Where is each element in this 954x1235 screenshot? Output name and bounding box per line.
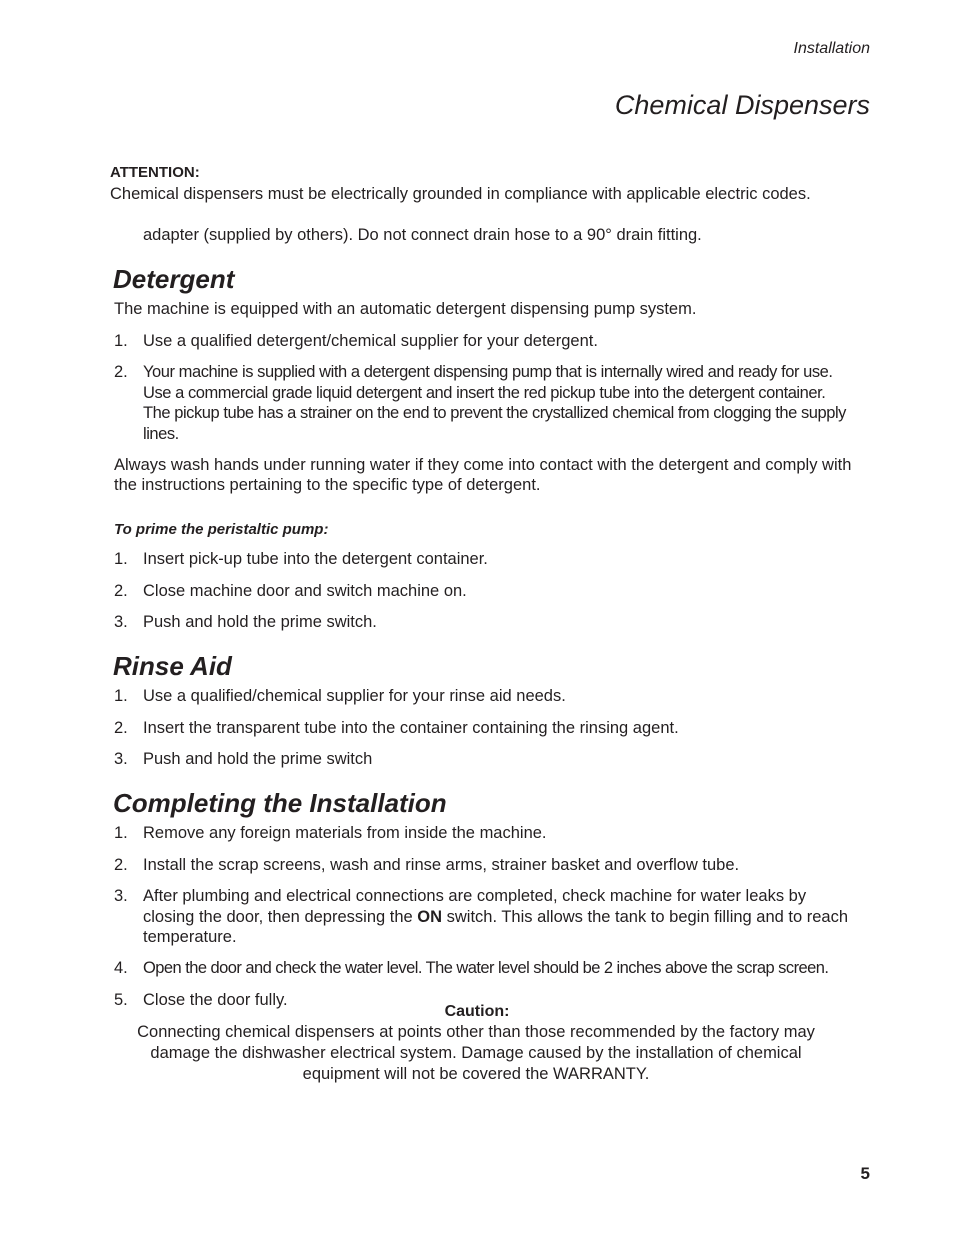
list-text-part: switch. This allows the tank to begin filling and to reach temperature.	[143, 907, 849, 946]
list-text: Insert pick-up tube into the detergent container.	[143, 550, 488, 568]
list-number: 1.	[114, 687, 128, 705]
caution-text: Connecting chemical dispensers at points other than those recommended by the factory may damage the dishwasher electrical system. Damage caused by the installation of chemical equipment will not be covered the WARRANTY.	[137, 1023, 815, 1083]
list-item	[114, 749, 854, 770]
list-number: 2.	[114, 582, 128, 600]
list-text: Install the scrap screens, wash and rinse arms, strainer basket and overflow tube.	[143, 856, 740, 874]
list-item	[114, 612, 854, 633]
page-number: 5	[860, 1164, 870, 1183]
on-switch-label: ON	[417, 907, 443, 926]
list-item	[114, 362, 854, 444]
prime-pump-subheading: To prime the peristaltic pump:	[114, 521, 329, 538]
caution-label: Caution:	[444, 1003, 510, 1020]
list-text: Use a qualified/chemical supplier for your rinse aid needs.	[143, 687, 566, 705]
list-number: 1.	[114, 824, 128, 842]
list-item	[114, 331, 854, 352]
list-item	[114, 718, 854, 739]
list-number: 2.	[114, 363, 128, 381]
list-number: 3.	[114, 887, 128, 905]
list-number: 1.	[114, 332, 128, 350]
list-text: Push and hold the prime switch.	[143, 613, 377, 631]
list-number: 2.	[114, 719, 128, 737]
list-text: Close machine door and switch machine on.	[143, 582, 467, 600]
running-header: Installation	[793, 40, 870, 57]
list-number: 4.	[114, 959, 128, 977]
list-number: 3.	[114, 613, 128, 631]
attention-label: ATTENTION:	[110, 164, 200, 181]
list-item	[114, 686, 854, 707]
page-title: Chemical Dispensers	[614, 90, 870, 120]
continued-text-line: adapter (supplied by others). Do not connect drain hose to a 90° drain fitting.	[143, 226, 702, 244]
list-number: 5.	[114, 991, 128, 1009]
list-number: 2.	[114, 856, 128, 874]
list-item	[114, 958, 854, 979]
detergent-heading: Detergent	[113, 264, 235, 294]
list-text: Push and hold the prime switch	[143, 750, 373, 768]
list-text: Open the door and check the water level. The water level should be 2 inches above the scrap screen.	[143, 959, 829, 977]
list-item	[114, 886, 854, 948]
list-number: 3.	[114, 750, 128, 768]
list-text-part: After plumbing and electrical connections are completed, check machine for water leaks by closing the door, then depressing the	[143, 887, 807, 926]
list-text: Insert the transparent tube into the container containing the rinsing agent.	[143, 719, 679, 737]
list-text: Remove any foreign materials from inside the machine.	[143, 824, 547, 842]
list-item	[114, 581, 854, 602]
detergent-intro: The machine is equipped with an automatic detergent dispensing pump system.	[114, 300, 697, 318]
list-text: Your machine is supplied with a detergent dispensing pump that is internally wired and ready for use. Use a commercial grade liquid detergent and insert the red pickup tube into the detergent container. The pickup tube has a strainer on the end to prevent the crystallized chemical from clogging the supply lines.	[143, 363, 846, 443]
list-item	[114, 855, 854, 876]
rinse-aid-heading: Rinse Aid	[113, 651, 232, 681]
list-text: Close the door fully.	[143, 991, 288, 1009]
attention-text: Chemical dispensers must be electrically grounded in compliance with applicable electric codes.	[110, 185, 811, 203]
list-text	[143, 886, 854, 948]
list-item	[114, 549, 854, 570]
list-number: 1.	[114, 550, 128, 568]
detergent-note: Always wash hands under running water if they come into contact with the detergent and comply with the instructions pertaining to the specific type of detergent.	[114, 456, 852, 494]
completing-heading: Completing the Installation	[113, 788, 447, 818]
list-item	[114, 823, 854, 844]
list-text: Use a qualified detergent/chemical supplier for your detergent.	[143, 332, 598, 350]
